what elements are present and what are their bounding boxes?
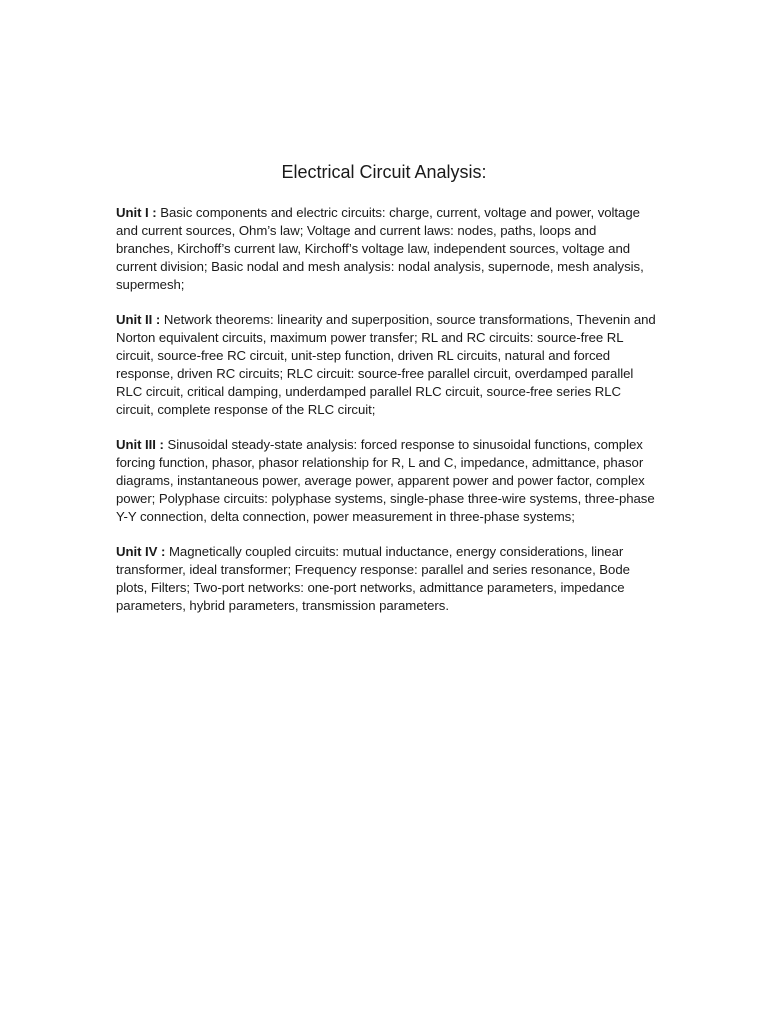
syllabus-content <box>116 204 656 632</box>
unit-1-text: Basic components and electric circuits: charge, current, voltage and power, voltage and current sources, Ohm’s law; Voltage and current laws: nodes, paths, loops and branches, Kirchoff’s current law, Kirchoff’s voltage law, independent sources, voltage and current division; Basic nodal and mesh analysis: nodal analysis, supernode, mesh analysis, supermesh; <box>116 205 644 292</box>
unit-4-label: Unit IV : <box>116 544 166 559</box>
unit-3-paragraph <box>116 436 656 526</box>
unit-2-text: Network theorems: linearity and superposition, source transformations, Thevenin and Norton equivalent circuits, maximum power transfer; RL and RC circuits: source-free RL circuit, source-free RC circuit, unit-step function, driven RL circuits, natural and forced response, driven RC circuits; RLC circuit: source-free parallel circuit, overdamped parallel RLC circuit, critical damping, underdamped parallel RLC circuit, source-free series RLC circuit, complete response of the RLC circuit; <box>116 312 656 417</box>
unit-3-label: Unit III : <box>116 437 164 452</box>
unit-2-paragraph <box>116 311 656 419</box>
unit-1-label: Unit I : <box>116 205 157 220</box>
unit-3-text: Sinusoidal steady-state analysis: forced response to sinusoidal functions, complex forcing function, phasor, phasor relationship for R, L and C, impedance, admittance, phasor diagrams, instantaneous power, average power, apparent power and power factor, complex power; Polyphase circuits: polyphase systems, single-phase three-wire systems, three-phase Y-Y connection, delta connection, power measurement in three-phase systems; <box>116 437 655 524</box>
unit-4-paragraph <box>116 543 656 615</box>
unit-2-label: Unit II : <box>116 312 161 327</box>
document-title: Electrical Circuit Analysis: <box>281 162 487 182</box>
unit-1-paragraph <box>116 204 656 294</box>
unit-4-text: Magnetically coupled circuits: mutual inductance, energy considerations, linear transformer, ideal transformer; Frequency response: parallel and series resonance, Bode plots, Filters; Two-port networks: one-port networks, admittance parameters, impedance parameters, hybrid parameters, transmission parameters. <box>116 544 630 613</box>
